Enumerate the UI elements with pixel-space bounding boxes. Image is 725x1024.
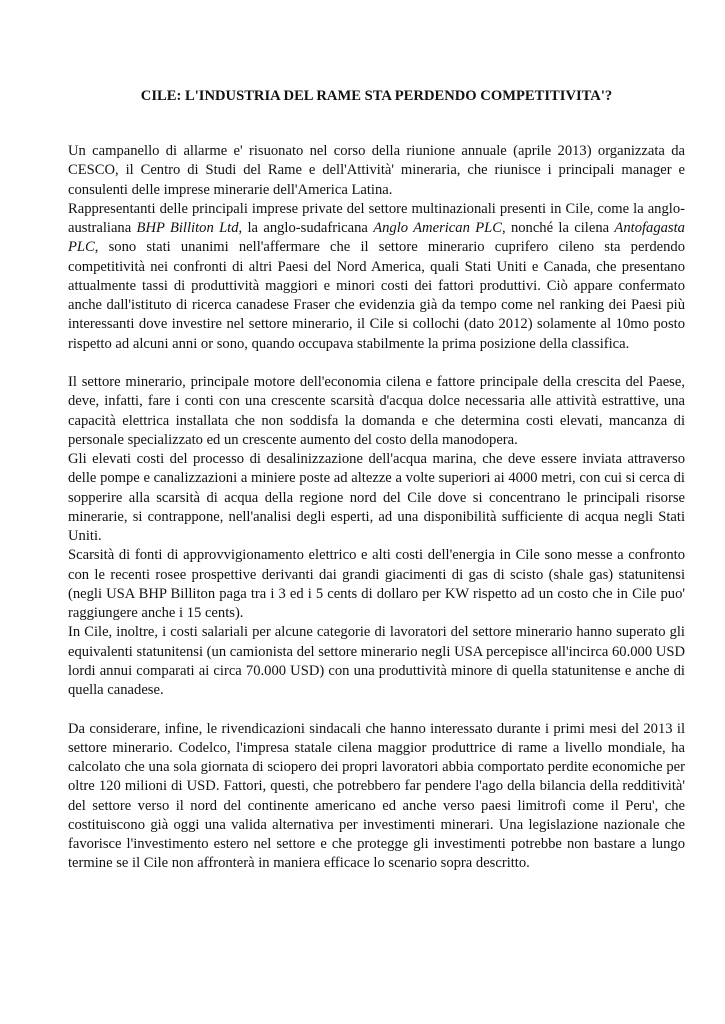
paragraph-desalination: Gli elevati costi del processo di desalinizzazione dell'acqua marina, che deve essere inviata attraverso delle pompe e canalizzazioni a miniere poste ad altezze a volte superiori ai 4000 metri, con cui si cerca di sopperire alla scarsità di acqua della regione nord del Cile dove si concentrano le principali risorse minerarie, si contrappone, nell'analisi degli esperti, ad una disponibilità sufficiente di acqua negli Stati Uniti. xyxy=(68,451,685,544)
paragraph-mining-sector: Il settore minerario, principale motore dell'economia cilena e fattore principale della crescita del Paese, deve, infatti, fare i conti con una crescente scarsità d'acqua dolce necessaria alle attività estrattive, una capacità elettrica installata che non soddisfa la domanda e che determina costi elevati, mancanza di personale specializzato ed un crescente aumento del costo della manodopera. xyxy=(68,374,685,448)
paragraph-gap xyxy=(68,700,685,719)
text-segment: , la anglo-sudafricana xyxy=(238,220,374,236)
paragraph-energy: Scarsità di fonti di approvvigionamento elettrico e alti costi dell'energia in Cile sono messe a confronto con le recenti rosee prospettive derivanti dai grandi giacimenti di gas di scisto (shale gas) statunitensi (negli USA BHP Billiton paga tra i 3 ed i 5 cents di dollaro per KW rispetto ad un costo che in Cile puo' raggiungere anche i 15 cents). xyxy=(68,547,685,621)
paragraph-representatives xyxy=(68,200,685,354)
paragraph-intro: Un campanello di allarme e' risuonato nel corso della riunione annuale (aprile 2013) organizzata da CESCO, il Centro di Studi del Rame e dell'Attività' mineraria, che riunisce i principali manager e consulenti delle imprese minerarie dell'America Latina. xyxy=(68,143,685,198)
company-name-anglo-american: Anglo American PLC xyxy=(373,220,502,236)
document-page xyxy=(68,88,685,874)
company-name-bhp: BHP Billiton Ltd xyxy=(136,220,239,236)
text-segment: , nonché la cilena xyxy=(501,220,615,236)
paragraph-gap xyxy=(68,354,685,373)
paragraph-union-claims: Da considerare, infine, le rivendicazioni sindacali che hanno interessato durante i primi mesi del 2013 il settore minerario. Codelco, l'impresa statale cilena maggior produttrice di rame a livello mondiale, ha calcolato che una sola giornata di sciopero dei propri lavoratori abbia comportato perdite economiche per oltre 120 milioni di USD. Fattori, questi, che potrebbero far pendere l'ago della bilancia della redditività' del settore verso il nord del continente americano ed anche verso paesi limitrofi come il Peru', che costituiscono già oggi una valida alternativa per investimenti minerari. Una legislazione nazionale che favorisce l'investimento estero nel settore e che protegge gli investimenti potrebbe non bastare a lungo termine se il Cile non affronterà in maniera efficace lo scenario sopra descritto. xyxy=(68,720,685,872)
document-title: CILE: L'INDUSTRIA DEL RAME STA PERDENDO COMPETITIVITA'? xyxy=(140,88,613,104)
text-segment: , sono stati unanimi nell'affermare che il settore minerario cuprifero cileno sta perdendo competitività nei confronti di altri Paesi del Nord America, quali Stati Uniti e Canada, che presentano attualmente tassi di produttività maggiori e minori costi dei fattori produttivi. Ciò appare confermato anche dall'istituto di ricerca canadese Fraser che evidenzia già da tempo come nel ranking dei Paesi più interessanti dove investire nel settore minerario, il Cile si collochi (dato 2012) solamente al 10mo posto rispetto ad alcuni anni or sono, quando occupava stabilmente la prima posizione della classifica. xyxy=(68,239,685,352)
paragraph-salaries: In Cile, inoltre, i costi salariali per alcune categorie di lavoratori del settore minerario hanno superato gli equivalenti statunitensi (un camionista del settore minerario negli USA percepisce all'incirca 60.000 USD lordi annui comparati ai circa 70.000 USD) con una produttività minore di quella statunitense e anche di quella canadese. xyxy=(68,624,685,698)
company-name-antofagasta: Antofagasta PLC xyxy=(68,220,685,256)
text-segment: Rappresentanti delle principali imprese private del settore multinazionali presenti in Cile, come la anglo-australiana xyxy=(68,200,685,236)
